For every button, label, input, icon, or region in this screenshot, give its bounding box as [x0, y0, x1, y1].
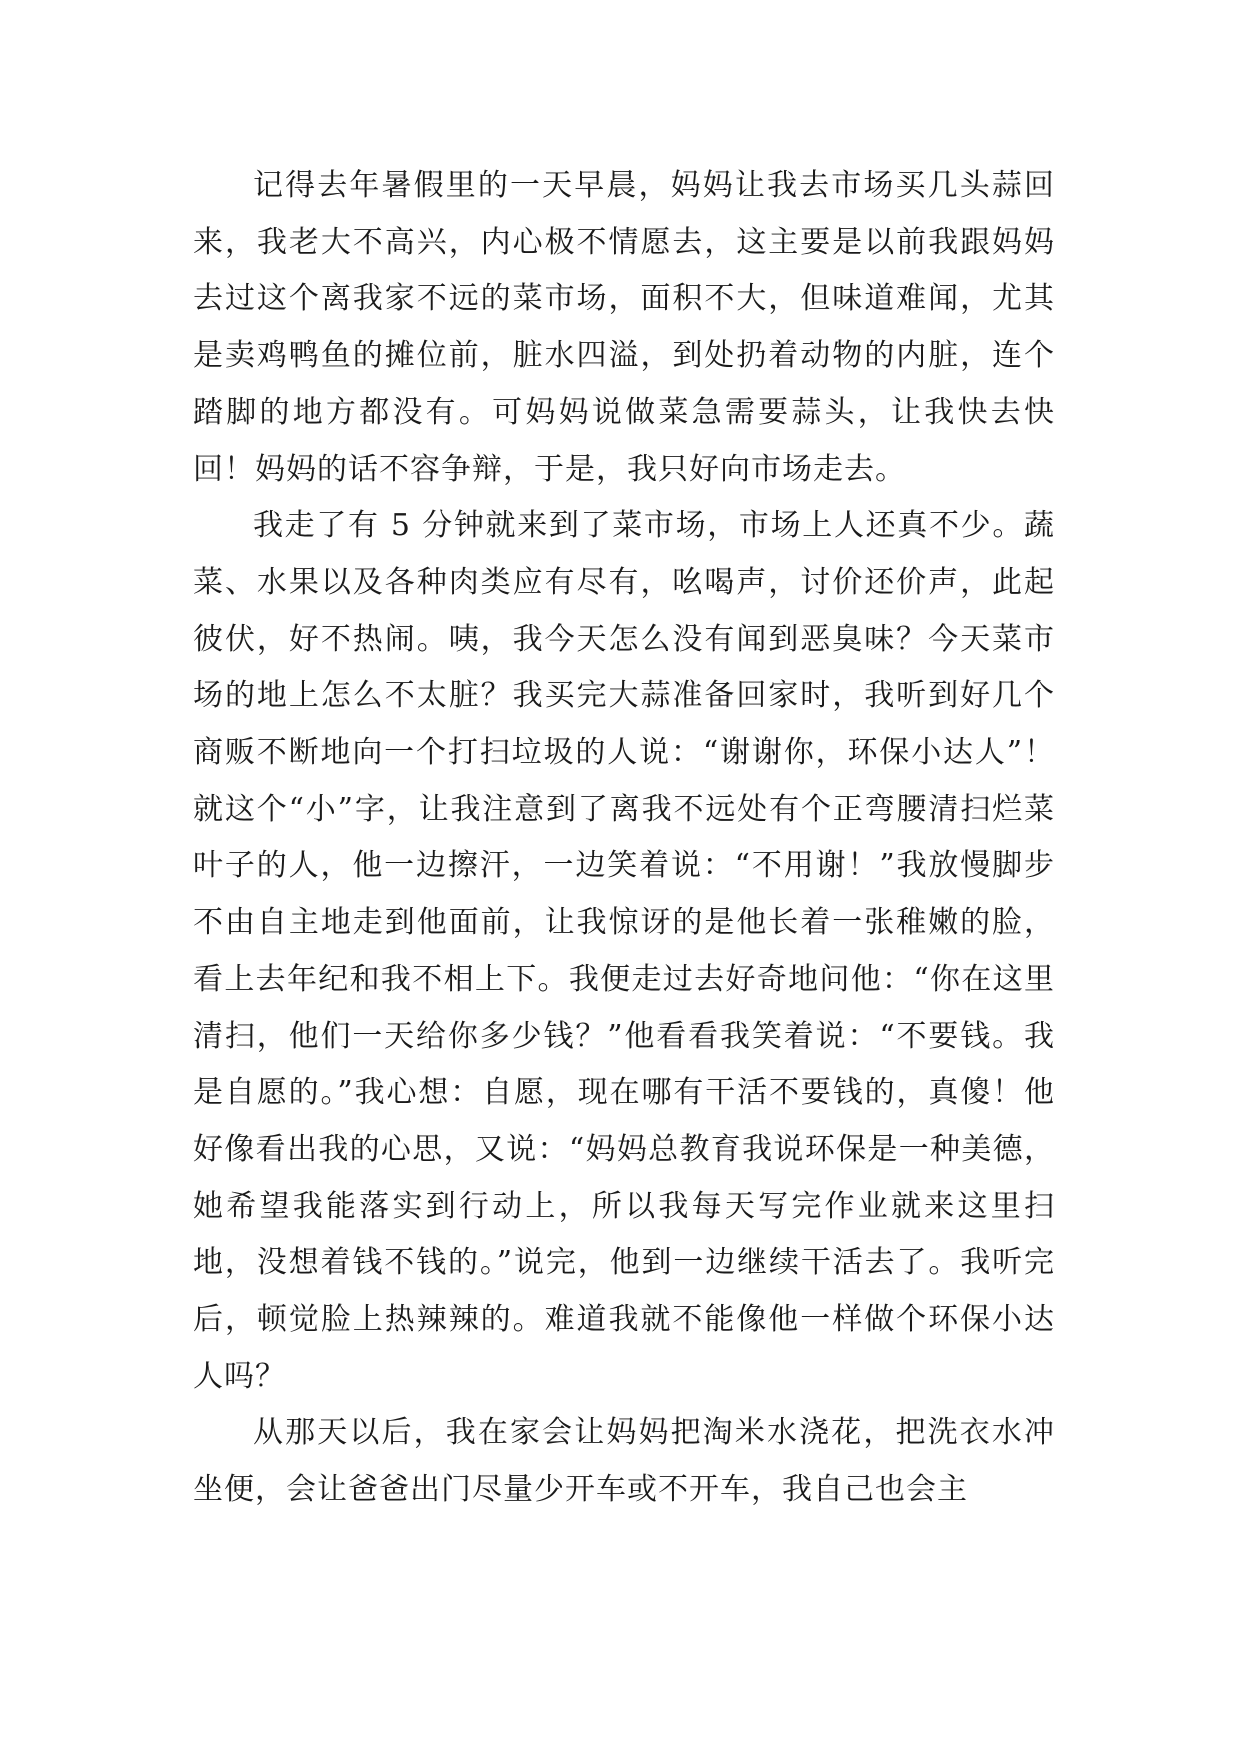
- paragraph-2: 我走了有 5 分钟就来到了菜市场，市场上人还真不少。蔬菜、水果以及各种肉类应有尽有，吆喝声，讨价还价声，此起彼伏，好不热闹。咦，我今天怎么没有闻到恶臭味？今天菜市场的地上怎么不太脏？我买完大蒜准备回家时，我听到好几个商贩不断地向一个打扫垃圾的人说：“谢谢你，环保小达人”！就这个“小”字，让我注意到了离我不远处有个正弯腰清扫烂菜叶子的人，他一边擦汗，一边笑着说：“不用谢！”我放慢脚步不由自主地走到他面前，让我惊讶的是他长着一张稚嫩的脸，看上去年纪和我不相上下。我便走过去好奇地问他：“你在这里清扫，他们一天给你多少钱？”他看看我笑着说：“不要钱。我是自愿的。”我心想：自愿，现在哪有干活不要钱的，真傻！他好像看出我的心思，又说：“妈妈总教育我说环保是一种美德，她希望我能落实到行动上，所以我每天写完作业就来这里扫地，没想着钱不钱的。”说完，他到一边继续干活去了。我听完后，顿觉脸上热辣辣的。难道我就不能像他一样做个环保小达人吗？: [193, 508, 1055, 1394]
- paragraph-3: 从那天以后，我在家会让妈妈把淘米水浇花，把洗衣水冲坐便，会让爸爸出门尽量少开车或不开车，我自己也会主: [193, 1415, 1055, 1508]
- document-body: [193, 158, 1055, 1519]
- paragraph-1: 记得去年暑假里的一天早晨，妈妈让我去市场买几头蒜回来，我老大不高兴，内心极不情愿去，这主要是以前我跟妈妈去过这个离我家不远的菜市场，面积不大，但味道难闻，尤其是卖鸡鸭鱼的摊位前，脏水四溢，到处扔着动物的内脏，连个踏脚的地方都没有。可妈妈说做菜急需要蒜头，让我快去快回！妈妈的话不容争辩，于是，我只好向市场走去。: [193, 168, 1055, 487]
